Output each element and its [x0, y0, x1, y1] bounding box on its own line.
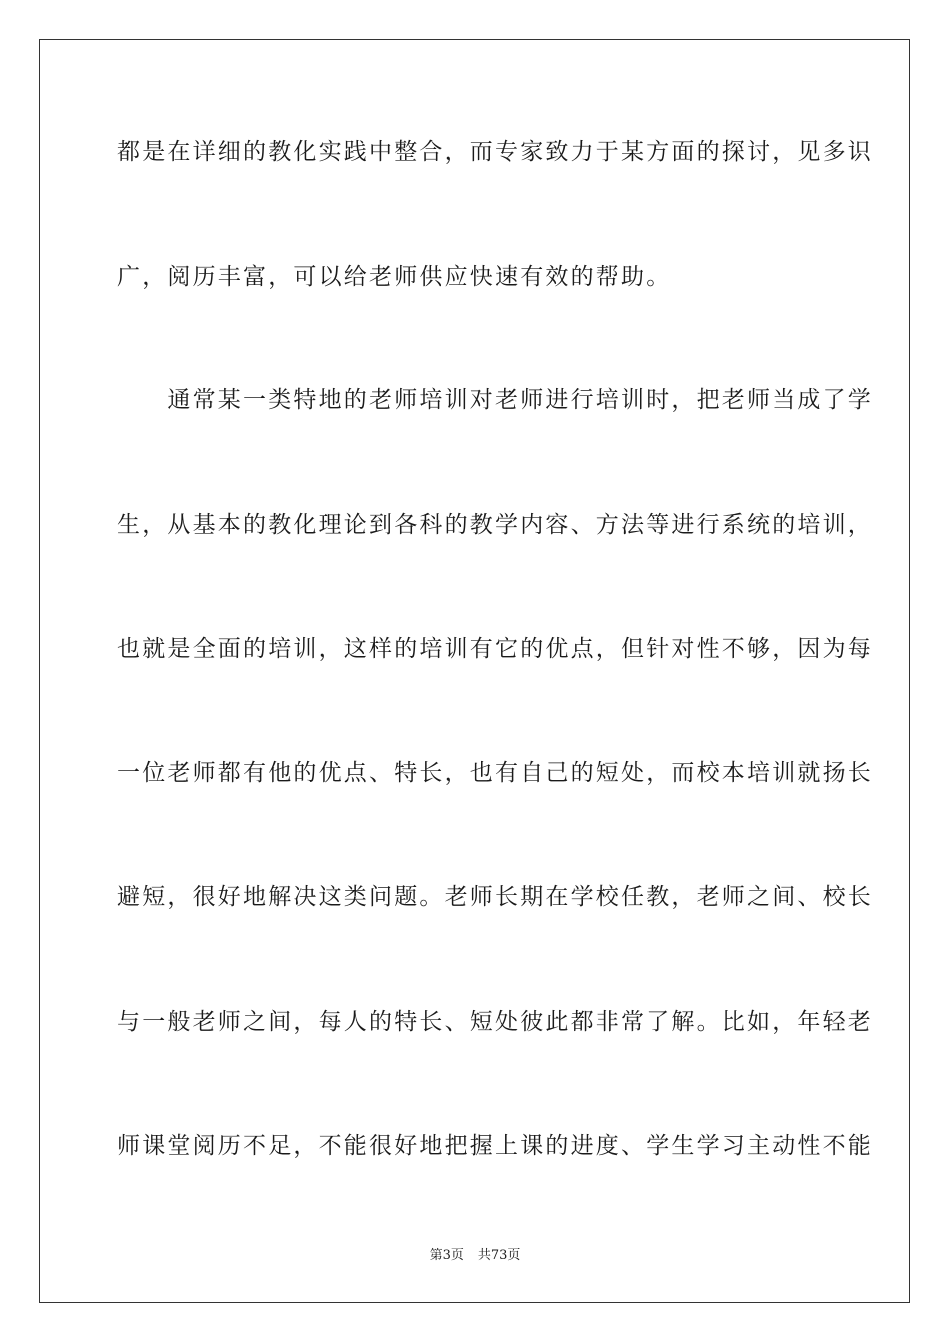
body-text-line-4: 生，从基本的教化理论到各科的教学内容、方法等进行系统的培训，	[117, 512, 873, 538]
page-border	[39, 39, 910, 1303]
body-text-line-6: 一位老师都有他的优点、特长，也有自己的短处，而校本培训就扬长	[117, 760, 873, 786]
page-footer	[0, 1247, 950, 1265]
body-text-line-5: 也就是全面的培训，这样的培训有它的优点，但针对性不够，因为每	[117, 636, 873, 662]
body-text-line-8: 与一般老师之间，每人的特长、短处彼此都非常了解。比如，年轻老	[117, 1009, 873, 1035]
page-number: 第3页	[429, 1248, 464, 1263]
body-text-line-7: 避短，很好地解决这类问题。老师长期在学校任教，老师之间、校长	[117, 884, 873, 910]
page-total: 共73页	[477, 1248, 521, 1263]
body-text-line-1: 都是在详细的教化实践中整合，而专家致力于某方面的探讨，见多识	[117, 139, 873, 165]
body-text-line-9: 师课堂阅历不足，不能很好地把握上课的进度、学生学习主动性不能	[117, 1133, 873, 1159]
body-text-line-2: 广，阅历丰富，可以给老师供应快速有效的帮助。	[117, 264, 672, 290]
body-text-line-3: 通常某一类特地的老师培训对老师进行培训时，把老师当成了学	[117, 387, 873, 413]
